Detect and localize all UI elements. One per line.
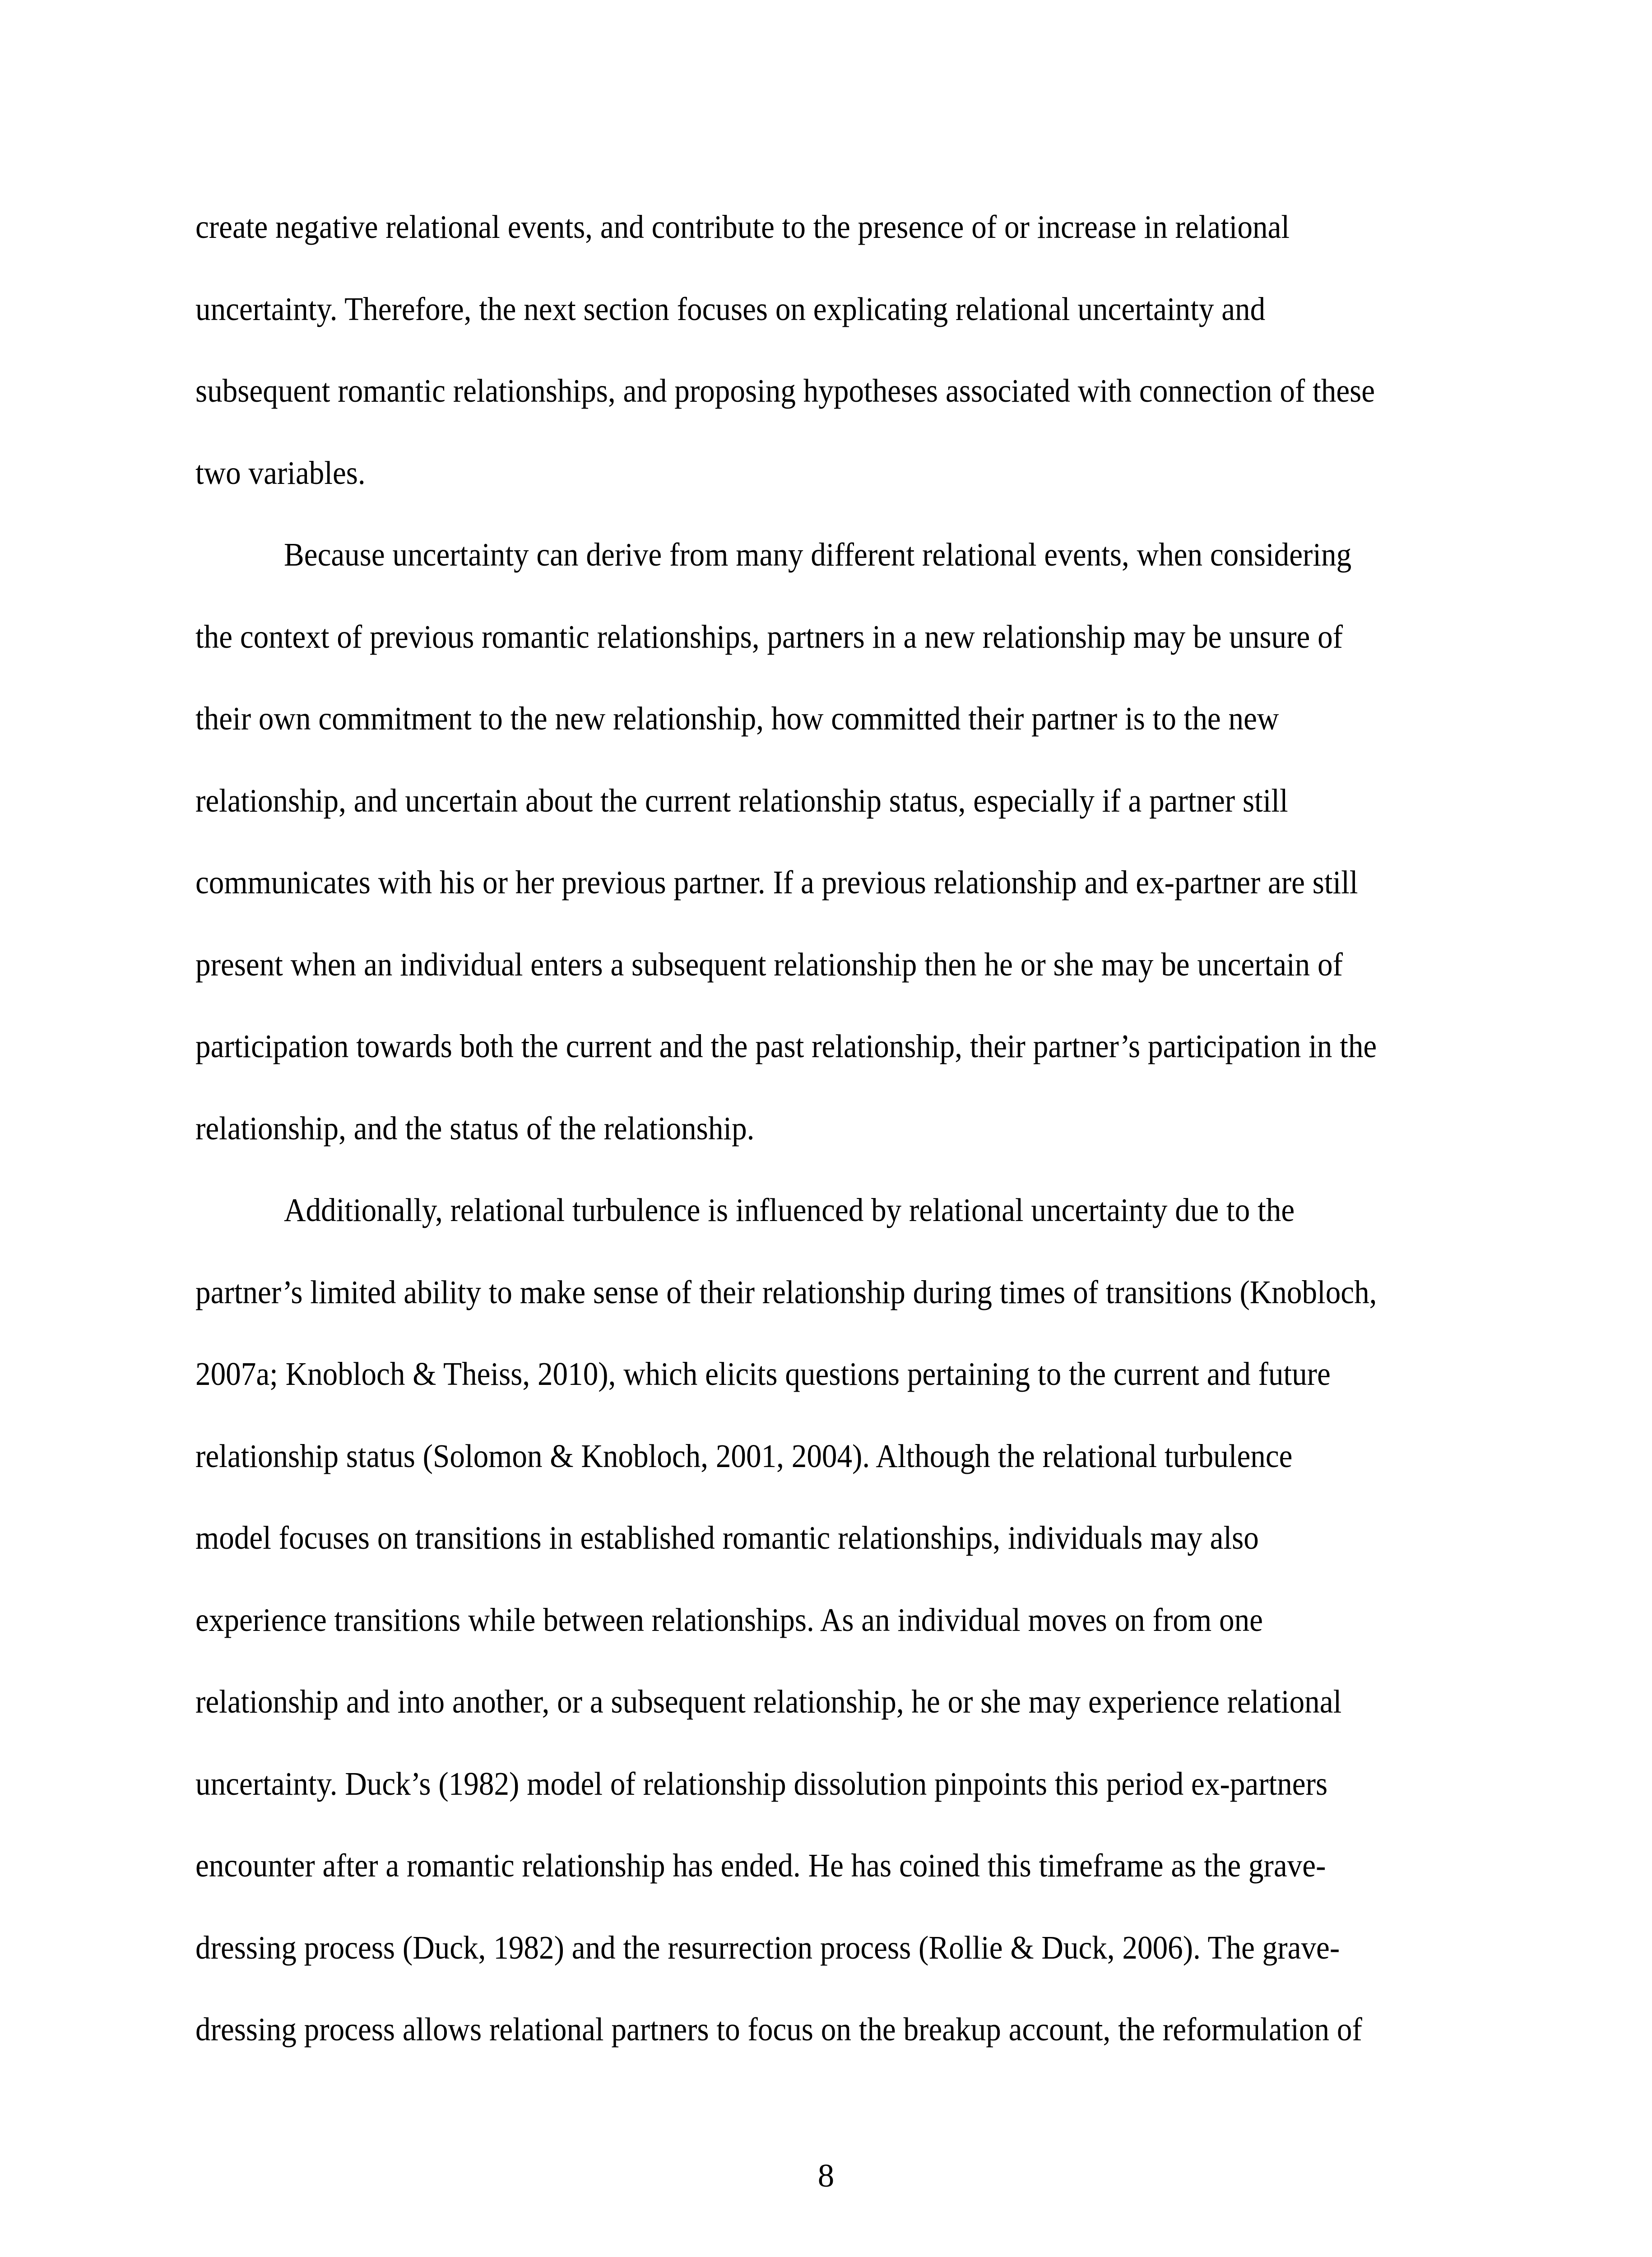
text-line: present when an individual enters a subsequent relationship then he or she may be uncertain of: [195, 946, 1343, 983]
text-line: communicates with his or her previous partner. If a previous relationship and ex-partner are still: [195, 864, 1358, 901]
text-line: uncertainty. Therefore, the next section focuses on explicating relational uncertainty and: [195, 290, 1266, 327]
text-line: relationship, and uncertain about the current relationship status, especially if a partner still: [195, 782, 1288, 819]
text-line: relationship, and the status of the relationship.: [195, 1110, 755, 1147]
text-line: Additionally, relational turbulence is influenced by relational uncertainty due to the: [283, 1192, 1295, 1228]
text-line: dressing process (Duck, 1982) and the resurrection process (Rollie & Duck, 2006). The grave-: [195, 1929, 1340, 1966]
body-text: [195, 186, 1377, 2071]
text-line: subsequent romantic relationships, and proposing hypotheses associated with connection of these: [195, 372, 1375, 409]
paragraph: [195, 186, 1375, 514]
text-line: encounter after a romantic relationship has ended. He has coined this timeframe as the grave-: [195, 1847, 1326, 1884]
text-line: the context of previous romantic relationships, partners in a new relationship may be unsure of: [195, 618, 1343, 655]
text-line: two variables.: [195, 454, 366, 491]
text-line: Because uncertainty can derive from many different relational events, when considering: [283, 536, 1352, 573]
text-line: uncertainty. Duck’s (1982) model of relationship dissolution pinpoints this period ex-partners: [195, 1765, 1328, 1802]
paragraph: [195, 1169, 1377, 2071]
text-line: partner’s limited ability to make sense of their relationship during times of transitions (Knobloch,: [195, 1273, 1377, 1310]
text-line: relationship status (Solomon & Knobloch, 2001, 2004). Although the relational turbulence: [195, 1437, 1293, 1474]
page-number: 8: [817, 2157, 835, 2194]
text-line: their own commitment to the new relationship, how committed their partner is to the new: [195, 700, 1279, 737]
text-line: dressing process allows relational partners to focus on the breakup account, the reformulation of: [195, 2011, 1362, 2048]
text-line: experience transitions while between relationships. As an individual moves on from one: [195, 1601, 1263, 1638]
text-line: 2007a; Knobloch & Theiss, 2010), which elicits questions pertaining to the current and future: [195, 1356, 1331, 1392]
text-line: relationship and into another, or a subsequent relationship, he or she may experience relational: [195, 1683, 1342, 1720]
text-line: create negative relational events, and contribute to the presence of or increase in relational: [195, 209, 1290, 245]
paragraph: [195, 514, 1377, 1169]
text-line: participation towards both the current and the past relationship, their partner’s participation in the: [195, 1028, 1377, 1064]
text-line: model focuses on transitions in established romantic relationships, individuals may also: [195, 1519, 1259, 1556]
